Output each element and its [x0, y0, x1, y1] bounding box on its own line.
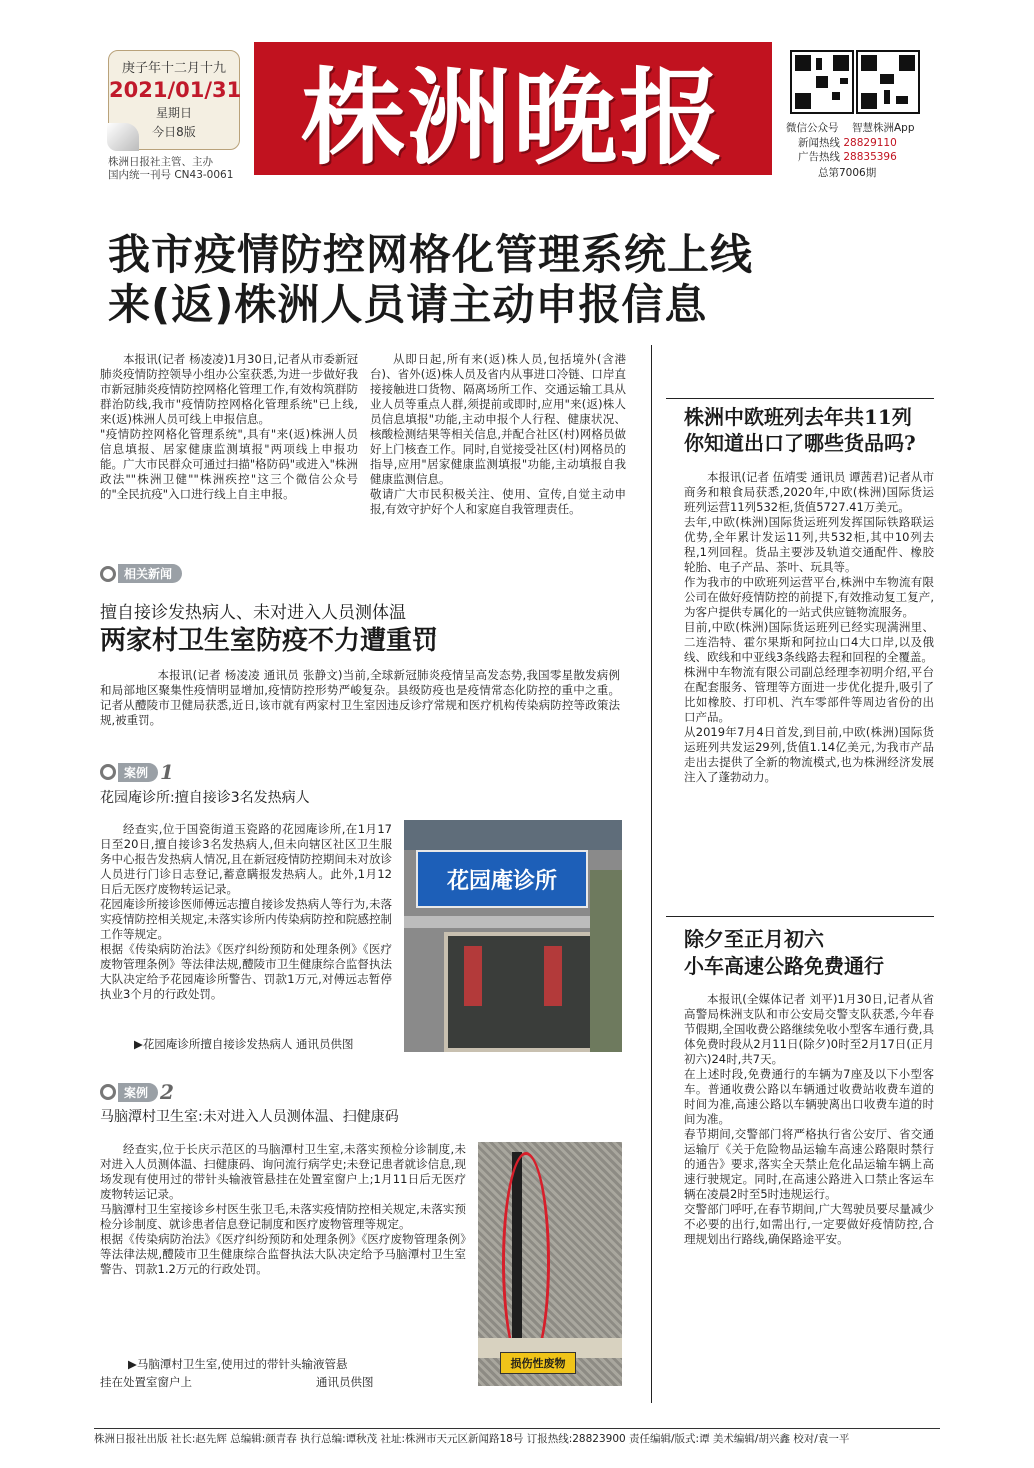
footer: 株洲日报社出版 社长:赵先辉 总编辑:颜青春 执行总编:谭秋茂 社址:株洲市天元区新闻路18号 订报热线:28823900 责任编辑/版式:谭 美术编辑/胡兴鑫 校对/袁一平 [94, 1428, 940, 1448]
app-qr-icon[interactable] [856, 50, 920, 114]
tag-circle-icon [100, 764, 116, 780]
side2-body: 本报讯(全媒体记者 刘平)1月30日,记者从省高警局株洲支队和市公安局交警支队获悉,今年春节假期,全国收费公路继续免收小型客车通行费,具体免费时段从2月11日(除夕)0时至2月17日(正月初六)24时,共7天。 在上述时段,免费通行的车辆为7座及以下小型客车。普通收费公路以车辆通过收费站收费车道的时间为准,高速公路以车辆驶离出口收费车道的时间为准。 春节期间,交警部门将严格执行省公安厅、省交通运输厅《关于危险物品运输车高速公路限时禁行的通告》要求,落实全天禁止危化品运输车辆上高速行驶规定。同时,在高速公路进入口禁止客运车辆在凌晨2时至5时违规运行。 交警部门呼吁,在春节期间,广大驾驶员要尽量减少不必要的出行,如需出行,一定要做好疫情防控,合理规划出行路线,确保路途平安。 [684, 992, 934, 1246]
related-intro: 本报讯(记者 杨凌凌 通讯员 张静文)当前,全球新冠肺炎疫情呈高发态势,我国零星散发病例和局部地区聚集性疫情明显增加,疫情防控形势严峻复杂。县级防疫也是疫情常态化防控的重中之重。记者从醴陵市卫健局获悉,近日,该市就有两家村卫生室因违反诊疗常规和医疗机构传染病防控等政策法规,被重罚。 [100, 668, 620, 727]
lead-column-2: 从即日起,所有来(返)株人员,包括境外(含港台)、省外(返)株人员及省内从事进口冷链、口岸直接接触进口货物、隔离场所工作、交通运输工具从业人员等重点人群,须提前或即时,应用"来(返)株人员信息填报"功能,主动申报个人行程、健康状况、核酸检测结果等相关信息,并配合社区(村)网格员做好上门核查工作。同时,自觉接受社区(村)网格员的指导,应用"居家健康监测填报"功能,主动填报自我健康监测信息。 敬请广大市民积极关注、使用、宣传,自觉主动申报,有效守护好个人和家庭自我管理责任。 [370, 352, 626, 516]
window-photo [478, 1142, 622, 1386]
side1-body: 本报讯(记者 伍靖雯 通讯员 谭茜君)记者从市商务和粮食局获悉,2020年,中欧(株洲)国际货运班列运营11列532柜,货值5727.41万美元。 去年,中欧(株洲)国际货运班列发挥国际铁路联运优势,全年累计发运11列,共532柜,其中10列去程,1列回程。货品主要涉及轨道交通配件、橡胶轮胎、电子产品、茶叶、玩具等。 作为我市的中欧班列运营平台,株洲中车物流有限公司在做好疫情防控的前提下,有效推动复工复产,为客户提供专属化的一站式供应链物流服务。 目前,中欧(株洲)国际货运班列已经实现满洲里、二连浩特、霍尔果斯和阿拉山口4大口岸,以及俄线、欧线和中亚线3条线路去程和回程的全覆盖。 株洲中车物流有限公司副总经理李初明介绍,平台在配套服务、管理等方面进一步优化提升,吸引了比如橡胶、打印机、汽车零部件等周边省份的出口产品。 从2019年7月4日首发,到目前,中欧(株洲)国际货运班列共发运29列,货值1.14亿美元,为我市产品走出去提供了全新的物流模式,也为株洲经济发展注入了蓬勃动力。 [684, 470, 934, 784]
clinic-photo [404, 820, 622, 1052]
masthead: 株洲晚报 [254, 42, 772, 175]
case1-title: 花园庵诊所:擅自接诊3名发热病人 [100, 790, 310, 806]
ad-hotline-label: 广告热线 [798, 151, 840, 163]
side2-title-line2: 小车高速公路免费通行 [684, 954, 884, 978]
issue-date: 2021/01/31 [109, 78, 242, 102]
hotlines [798, 136, 897, 164]
related-news-tag: 相关新闻 [100, 564, 182, 583]
side-divider-top [666, 398, 934, 399]
wechat-label: 微信公众号 [786, 122, 839, 134]
page-count: 今日8版 [152, 125, 196, 139]
lead-title-line2: 来(返)株洲人员请主动申报信息 [108, 280, 708, 329]
lead-column-1: 本报讯(记者 杨凌凌)1月30日,记者从市委新冠肺炎疫情防控领导小组办公室获悉,为进一步做好我市新冠肺炎疫情防控网格化管理工作,有效构筑群防群治防线,我市"疫情防控网格化管理系统"已上线,来(返)株洲人员可线上申报信息。 "疫情防控网格化管理系统",具有"来(返)株洲人员信息填报、居家健康监测填报"两项线上申报功能。广大市民群众可通过扫描"格防码"或进入"株洲政法""株洲卫健""株洲疾控"这三个微信公众号的"全民抗疫"入口进行线上自主申报。 [100, 352, 358, 501]
case2-title: 马脑潭村卫生室:未对进入人员测体温、扫健康码 [100, 1109, 399, 1125]
publisher-line: 株洲日报社主管、主办 [108, 156, 213, 168]
side2-title-line1: 除夕至正月初六 [684, 927, 824, 951]
hazard-label: 损伤性废物 [500, 1352, 576, 1374]
wechat-qr-icon[interactable] [790, 50, 854, 114]
case2-caption-line1: ▶马脑潭村卫生室,使用过的带针头输液管悬 [128, 1357, 348, 1371]
lead-title-line1: 我市疫情防控网格化管理系统上线 [108, 230, 754, 279]
case1-caption: ▶花园庵诊所擅自接诊发热病人 通讯员供图 [134, 1037, 354, 1051]
weekday: 星期日 [155, 106, 192, 120]
case2-caption-line2: 挂在处置室窗户上 [100, 1375, 192, 1389]
related-title: 两家村卫生室防疫不力遭重罚 [100, 626, 439, 656]
issn-line: 国内统一刊号 CN43-0061 [108, 169, 234, 181]
issue-number: 总第7006期 [818, 167, 877, 179]
case1-body: 经查实,位于国瓷街道玉瓷路的花园庵诊所,在1月17日至20日,擅自接诊3名发热病人,但未向辖区社区卫生服务中心报告发热病人情况,且在新冠疫情防控期间未对放诊人员进行门诊日志登记,蓄意瞒报发热病人。此外,1月12日后无医疗废物转运记录。 花园庵诊所接诊医师傅远志擅自接诊发热病人等行为,未落实疫情防控相关规定,未落实诊所内传染病防控和院感控制工作等规定。 根据《传染病防治法》《医疗纠纷预防和处理条例》《医疗废物管理条例》等法律法规,醴陵市卫生健康综合监督执法大队决定给予花园庵诊所警告、罚款1万元,对傅远志暂停执业3个月的行政处罚。 [100, 822, 392, 1001]
column-divider [651, 345, 652, 1403]
app-label: 智慧株洲App [852, 122, 915, 134]
case2-caption-credit: 通讯员供图 [316, 1375, 374, 1389]
page-curl-icon [107, 123, 139, 151]
date-box [108, 50, 240, 150]
side1-title-line1: 株洲中欧班列去年共11列 [684, 405, 912, 429]
case1-tag: 案例 1 [100, 760, 174, 784]
lunar-date: 庚子年十二月十九 [121, 61, 226, 76]
clinic-sign: 花园庵诊所 [416, 850, 588, 908]
related-subtitle: 擅自接诊发热病人、未对进入人员测体温 [100, 603, 406, 623]
publisher-info [108, 156, 233, 182]
news-hotline-label: 新闻热线 [798, 137, 840, 149]
tag-circle-icon [100, 1084, 116, 1100]
case2-body: 经查实,位于长庆示范区的马脑潭村卫生室,未落实预检分诊制度,未对进入人员测体温、扫健康码、询问流行病学史;未登记患者就诊信息,现场发现有使用过的带针头输液管悬挂在处置室窗户上;1月11日后无医疗废物转运记录。 马脑潭村卫生室接诊乡村医生张卫毛,未落实疫情防控相关规定,未落实预检分诊制度、就诊患者信息登记制度和医疗废物管理等规定。 根据《传染病防治法》《医疗纠纷预防和处理条例》《医疗废物管理条例》等法律法规,醴陵市卫生健康综合监督执法大队决定给予马脑潭村卫生室警告、罚款1.2万元的行政处罚。 [100, 1142, 466, 1276]
side1-title-line2: 你知道出口了哪些货品吗? [684, 431, 916, 455]
case2-tag: 案例 2 [100, 1080, 174, 1104]
side-divider-mid [666, 916, 934, 917]
ad-hotline: 28835396 [843, 151, 897, 163]
news-hotline: 28829110 [843, 137, 897, 149]
tag-circle-icon [100, 566, 116, 582]
